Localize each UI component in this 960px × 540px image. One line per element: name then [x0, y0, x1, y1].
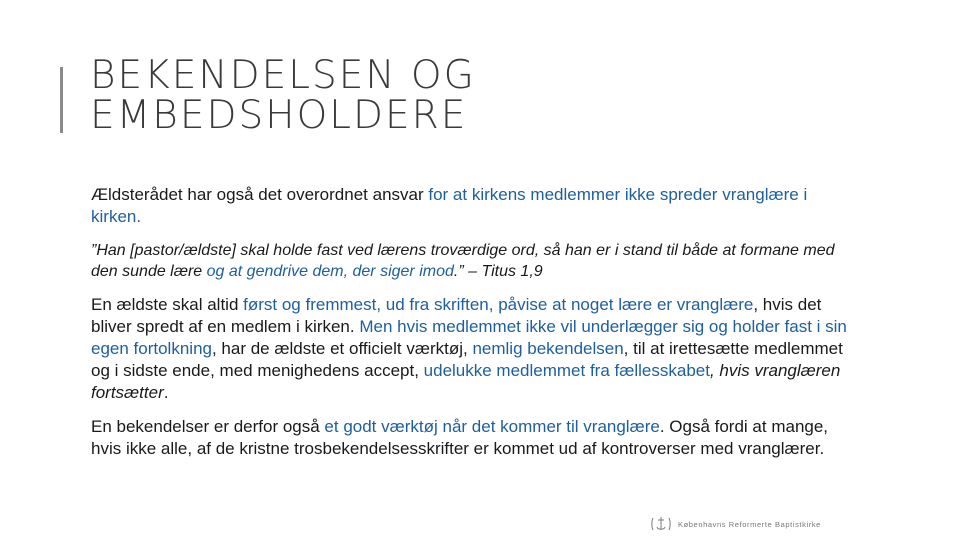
- paragraph-4-text-a: En bekendelser er derfor også: [91, 417, 325, 436]
- cross-anchor-icon: [650, 514, 672, 534]
- paragraph-3-text-j: .: [163, 383, 169, 402]
- slide-title-line-2: EMBEDSHOLDERE: [90, 93, 468, 138]
- title-accent-bar: [60, 67, 63, 133]
- paragraph-3-highlight-d: Men hvis medlemmet ikke vil underlægger sig og holder fast i sin egen fortolkning: [91, 317, 847, 358]
- paragraph-3-text-a: En ældste skal altid: [91, 295, 244, 314]
- paragraph-4-highlight-b: et godt værktøj når det kommer til vranglære: [324, 417, 660, 436]
- paragraph-3-text-e: , har de ældste et officielt værktøj,: [211, 339, 473, 358]
- paragraph-3-text-g: , til at irettesætte medlemmet og i sidste ende, med menighedens accept,: [91, 339, 843, 380]
- bible-quote-reference: .” – Titus 1,9: [453, 263, 543, 280]
- paragraph-3-italic-i: , hvis vranglæren fortsætter: [91, 361, 841, 402]
- paragraph-3-text-c: , hvis det bliver spredt af en medlem i kirken.: [91, 295, 822, 336]
- bible-quote: [91, 240, 861, 282]
- paragraph-4-text-c: . Også fordi at mange, hvis ikke alle, af de kristne trosbekendelsesskrifter er kommet ud af kontroverser med vranglærer.: [91, 417, 829, 458]
- bible-quote-text: ”Han [pastor/ældste] skal holde fast ved lærens troværdige ord, så han er i stand til både at formane med den sunde lære: [91, 242, 835, 280]
- paragraph-1-highlight: for at kirkens medlemmer ikke spreder vranglære i kirken.: [91, 185, 808, 226]
- slide-body: [91, 184, 861, 472]
- slide-title: [90, 53, 850, 138]
- paragraph-3-highlight-b: først og fremmest, ud fra skriften, påvise at noget lære er vranglære: [243, 295, 754, 314]
- church-logo-text: Københavns Reformerte Baptistkirke: [678, 519, 821, 529]
- paragraph-4: [91, 416, 861, 460]
- bible-quote-highlight: og at gendrive dem, der siger imod: [206, 263, 454, 280]
- paragraph-3-highlight-f: nemlig bekendelsen: [472, 339, 624, 358]
- paragraph-1-text: Ældsterådet har også det overordnet ansvar: [91, 185, 429, 204]
- paragraph-3-highlight-h: udelukke medlemmet fra fællesskabet: [423, 361, 710, 380]
- paragraph-1: [91, 184, 861, 228]
- paragraph-3: [91, 294, 861, 404]
- church-logo: [650, 513, 821, 535]
- slide-title-line-1: BEKENDELSEN OG: [90, 53, 476, 98]
